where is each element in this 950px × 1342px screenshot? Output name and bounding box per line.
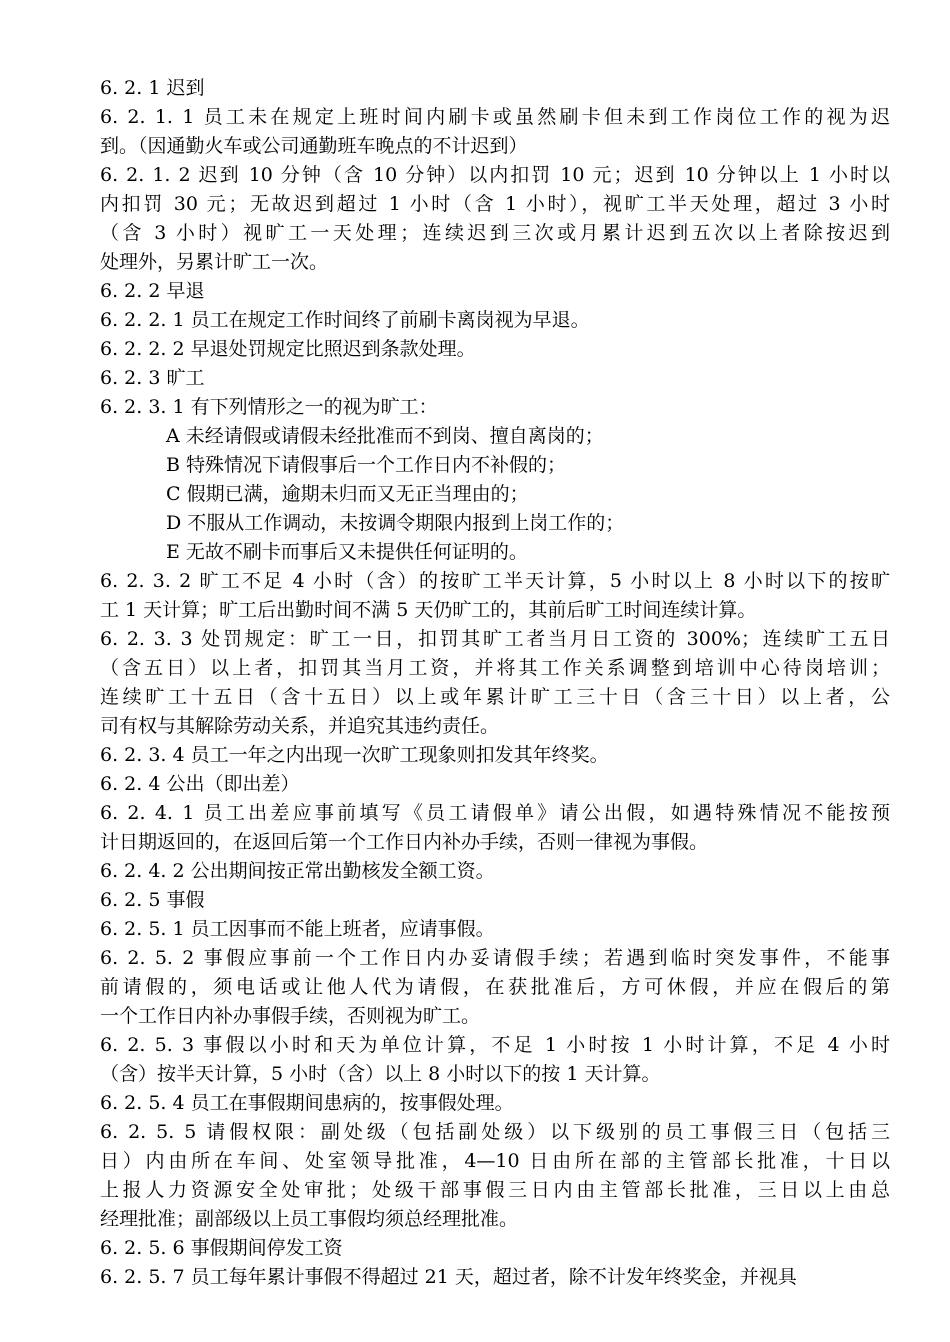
text-line: 6. 2. 5. 3 事假以小时和天为单位计算，不足 1 小时按 1 小时计算，不足 4 小时 (100, 1034, 890, 1056)
text-line: 6. 2. 5. 4 员工在事假期间患病的，按事假处理。 (100, 1092, 514, 1114)
text-line: 6. 2. 5. 1 员工因事而不能上班者，应请事假。 (100, 918, 495, 940)
text-line: 上报人力资源安全处审批；处级干部事假三日内由主管部长批准，三日以上由总 (100, 1179, 890, 1201)
text-line: 6. 2. 2. 2 早退处罚规定比照迟到条款处理。 (100, 338, 476, 360)
text-line: 6. 2. 5 事假 (100, 889, 205, 911)
text-line: 6. 2. 4. 2 公出期间按正常出勤核发全额工资。 (100, 860, 495, 882)
text-line: 日）内由所在车间、处室领导批准，4—10 日由所在部的主管部长批准，十日以 (100, 1150, 890, 1172)
text-line: 经理批准；副部级以上员工事假均须总经理批准。 (100, 1208, 519, 1230)
paragraph (100, 161, 890, 277)
text-line: 连续旷工十五日（含十五日）以上或年累计旷工三十日（含三十日）以上者，公 (100, 686, 890, 708)
document-page (100, 74, 890, 1292)
text-line: E 无故不刷卡而事后又未提供任何证明的。 (166, 541, 528, 563)
text-line: 6. 2. 4. 1 员工出差应事前填写《员工请假单》请公出假，如遇特殊情况不能按预 (100, 802, 890, 824)
paragraph (100, 567, 890, 625)
paragraph (100, 857, 890, 886)
text-line: 6. 2. 1. 1 员工未在规定上班时间内刷卡或虽然刷卡但未到工作岗位工作的视为迟 (100, 106, 890, 128)
section-heading (100, 364, 890, 393)
text-line: 6. 2. 2. 1 员工在规定工作时间终了前刷卡离岗视为早退。 (100, 309, 590, 331)
text-line: 6. 2. 3 旷工 (100, 367, 205, 389)
paragraph (100, 915, 890, 944)
text-line: 计日期返回的，在返回后第一个工作日内补办手续，否则一律视为事假。 (100, 831, 709, 853)
text-line: 6. 2. 3. 3 处罚规定：旷工一日，扣罚其旷工者当月日工资的 300%；连续旷工五日 (100, 628, 890, 650)
section-heading (100, 886, 890, 915)
text-line: 到。（因通勤火车或公司通勤班车晚点的不计迟到） (100, 135, 528, 157)
section-heading (100, 277, 890, 306)
text-line: 6. 2. 1 迟到 (100, 77, 205, 99)
text-line: 6. 2. 2 早退 (100, 280, 205, 302)
paragraph (100, 393, 890, 422)
text-line: （含）按半天计算，5 小时（含）以上 8 小时以下的按 1 天计算。 (100, 1063, 661, 1085)
paragraph (100, 306, 890, 335)
paragraph (100, 741, 890, 770)
paragraph (100, 944, 890, 1031)
text-line: 6. 2. 5. 6 事假期间停发工资 (100, 1237, 343, 1259)
paragraph (100, 1263, 890, 1292)
paragraph (100, 1118, 890, 1234)
text-line: 处理外，另累计旷工一次。 (100, 251, 329, 273)
text-line: 前请假的，须电话或让他人代为请假，在获批准后，方可休假，并应在假后的第 (100, 976, 890, 998)
paragraph (100, 103, 890, 161)
text-line: D 不服从工作调动，未按调令期限内报到上岗工作的； (166, 512, 625, 534)
text-line: 6. 2. 5. 7 员工每年累计事假不得超过 21 天，超过者，除不计发年终奖金，并视具 (100, 1266, 797, 1288)
text-line: 6. 2. 5. 2 事假应事前一个工作日内办妥请假手续；若遇到临时突发事件，不能事 (100, 947, 890, 969)
paragraph (100, 1089, 890, 1118)
text-line: 6. 2. 3. 4 员工一年之内出现一次旷工现象则扣发其年终奖。 (100, 744, 609, 766)
text-line: 6. 2. 4 公出（即出差） (100, 773, 300, 795)
text-line: （含 3 小时）视旷工一天处理；连续迟到三次或月累计迟到五次以上者除按迟到 (100, 222, 890, 244)
text-line: 工 1 天计算；旷工后出勤时间不满 5 天仍旷工的，其前后旷工时间连续计算。 (100, 599, 757, 621)
paragraph (100, 799, 890, 857)
text-line: 6. 2. 3. 2 旷工不足 4 小时（含）的按旷工半天计算，5 小时以上 8 小时以下的按旷 (100, 570, 890, 592)
list-item (100, 509, 890, 538)
text-line: 司有权与其解除劳动关系，并追究其违约责任。 (100, 715, 500, 737)
text-line: C 假期已满，逾期未归而又无正当理由的； (166, 483, 529, 505)
text-line: 6. 2. 1. 2 迟到 10 分钟（含 10 分钟）以内扣罚 10 元；迟到 10 分钟以上 1 小时以 (100, 164, 890, 186)
list-item (100, 538, 890, 567)
list-item (100, 480, 890, 509)
list-item (100, 451, 890, 480)
list-item (100, 422, 890, 451)
section-heading (100, 74, 890, 103)
text-line: 6. 2. 5. 5 请假权限：副处级（包括副处级）以下级别的员工事假三日（包括三 (100, 1121, 890, 1143)
section-heading (100, 770, 890, 799)
text-line: B 特殊情况下请假事后一个工作日内不补假的； (166, 454, 567, 476)
text-line: 内扣罚 30 元；无故迟到超过 1 小时（含 1 小时），视旷工半天处理，超过 3 小时 (100, 193, 890, 215)
paragraph (100, 335, 890, 364)
text-line: 一个工作日内补办事假手续，否则视为旷工。 (100, 1005, 481, 1027)
text-line: A 未经请假或请假未经批准而不到岗、擅自离岗的； (166, 425, 604, 447)
paragraph (100, 1031, 890, 1089)
paragraph (100, 1234, 890, 1263)
paragraph (100, 625, 890, 741)
text-line: 6. 2. 3. 1 有下列情形之一的视为旷工： (100, 396, 438, 418)
text-line: （含五日）以上者，扣罚其当月工资，并将其工作关系调整到培训中心待岗培训； (100, 657, 890, 679)
